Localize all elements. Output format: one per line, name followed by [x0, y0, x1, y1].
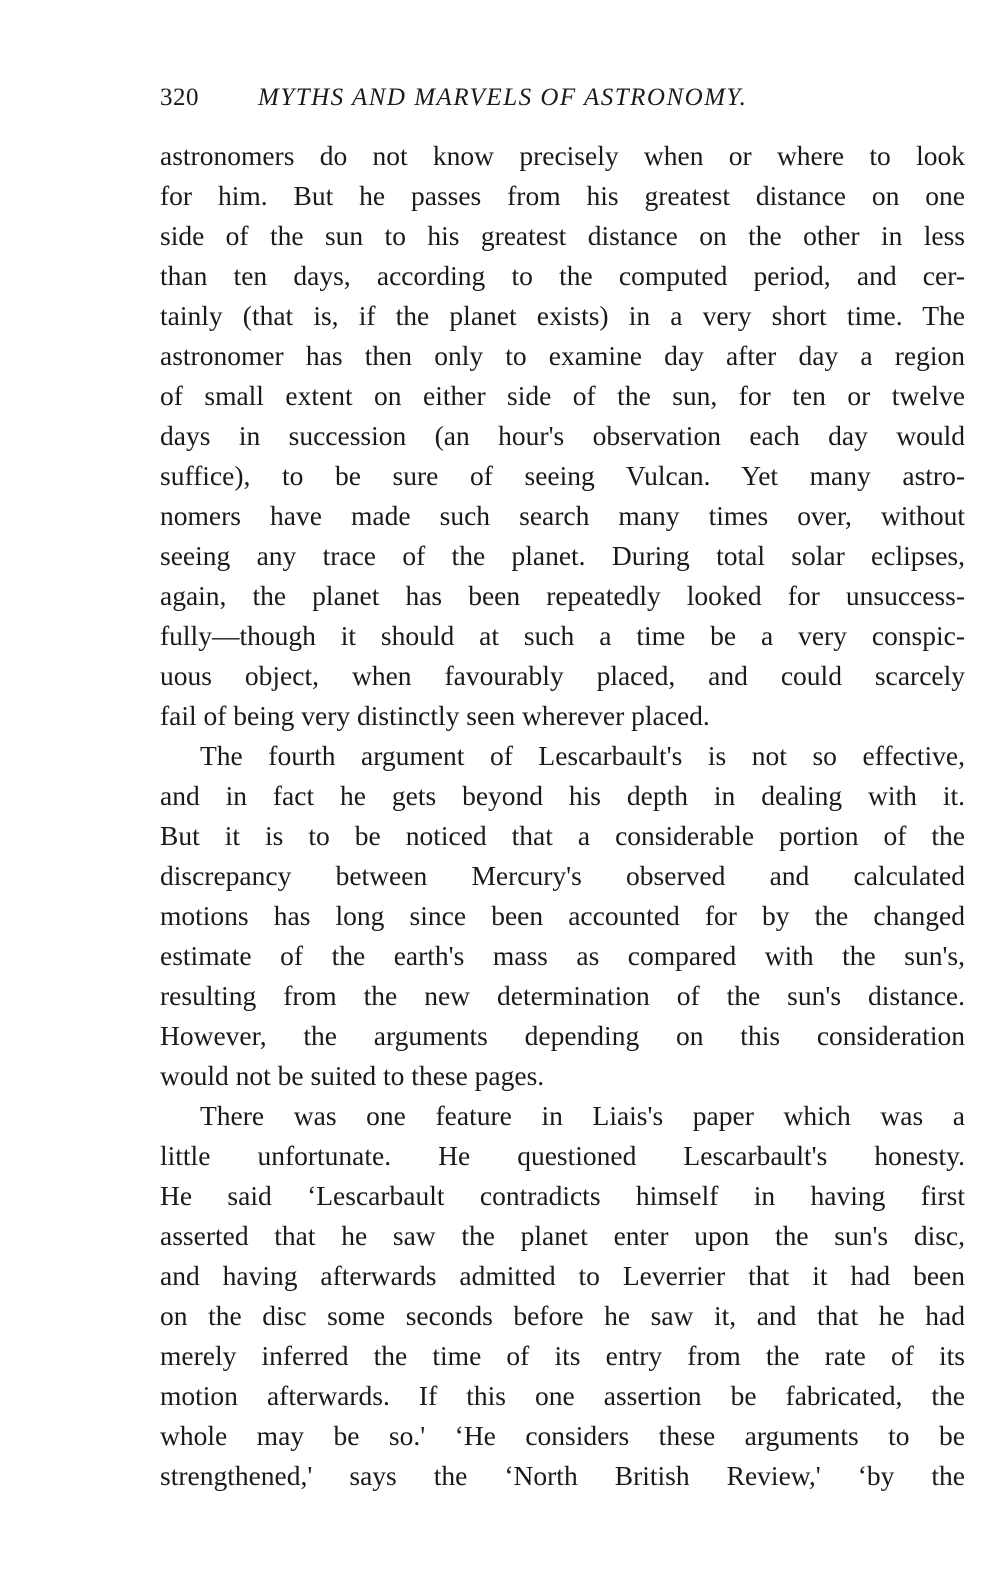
text-line: strengthened,' says the ‘North British Review,' ‘by the [160, 1460, 965, 1491]
body-text [160, 136, 965, 1496]
text-line: suffice), to be sure of seeing Vulcan. Yet many astro- [160, 460, 965, 491]
text-line: astronomer has then only to examine day after day a region [160, 340, 965, 371]
text-line: uous object, when favourably placed, and could scarcely [160, 660, 965, 691]
text-line: than ten days, according to the computed period, and cer- [160, 260, 965, 291]
page-number: 320 [160, 84, 199, 111]
text-line: resulting from the new determination of the sun's distance. [160, 980, 965, 1011]
text-line: side of the sun to his greatest distance on the other in less [160, 220, 965, 251]
text-line: seeing any trace of the planet. During total solar eclipses, [160, 540, 965, 571]
text-line: and having afterwards admitted to Leverrier that it had been [160, 1260, 965, 1291]
text-line: asserted that he saw the planet enter upon the sun's disc, [160, 1220, 965, 1251]
paragraph [160, 136, 965, 736]
text-line: discrepancy between Mercury's observed and calculated [160, 860, 965, 891]
text-line: merely inferred the time of its entry from the rate of its [160, 1340, 965, 1371]
running-title: MYTHS AND MARVELS OF ASTRONOMY. [258, 84, 748, 111]
text-line: There was one feature in Liais's paper which was a [200, 1100, 965, 1131]
text-line: astronomers do not know precisely when or where to look [160, 140, 965, 171]
text-line: days in succession (an hour's observation each day would [160, 420, 965, 451]
text-line: nomers have made such search many times over, without [160, 500, 965, 531]
text-line: fully—though it should at such a time be a very conspic- [160, 620, 965, 651]
text-line: of small extent on either side of the sun, for ten or twelve [160, 380, 965, 411]
text-line: But it is to be noticed that a considerable portion of the [160, 820, 965, 851]
text-line: on the disc some seconds before he saw it, and that he had [160, 1300, 965, 1331]
paragraph [160, 1096, 965, 1496]
page-header [160, 78, 965, 118]
text-line: motion afterwards. If this one assertion be fabricated, the [160, 1380, 965, 1411]
text-line: again, the planet has been repeatedly looked for unsuccess- [160, 580, 965, 611]
text-line: estimate of the earth's mass as compared with the sun's, [160, 940, 965, 971]
paragraph [160, 736, 965, 1096]
text-line: whole may be so.' ‘He considers these arguments to be [160, 1420, 965, 1451]
text-line: He said ‘Lescarbault contradicts himself in having first [160, 1180, 965, 1211]
text-line: The fourth argument of Lescarbault's is not so effective, [200, 740, 965, 771]
text-line: motions has long since been accounted for by the changed [160, 900, 965, 931]
text-line: would not be suited to these pages. [160, 1060, 545, 1091]
text-line: and in fact he gets beyond his depth in dealing with it. [160, 780, 965, 811]
text-line: fail of being very distinctly seen wherever placed. [160, 700, 710, 731]
text-line: little unfortunate. He questioned Lescarbault's honesty. [160, 1140, 965, 1171]
text-line: tainly (that is, if the planet exists) in a very short time. The [160, 300, 965, 331]
text-line: However, the arguments depending on this consideration [160, 1020, 965, 1051]
text-line: for him. But he passes from his greatest distance on one [160, 180, 965, 211]
